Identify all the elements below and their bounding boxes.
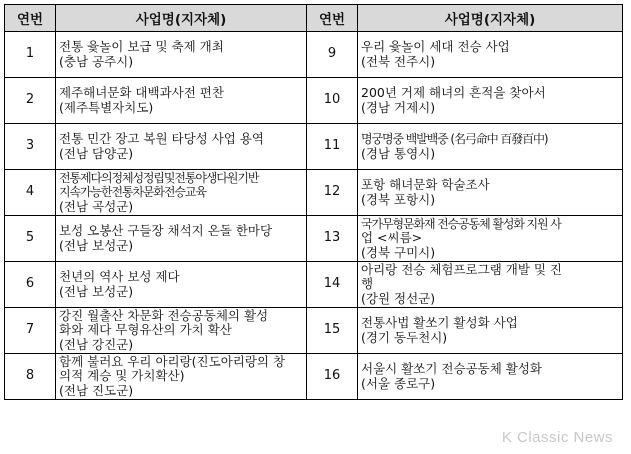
project-name: 천년의 역사 보성 제다 — [59, 270, 180, 284]
region: (경남 거제시) — [361, 100, 436, 115]
serial-number: 1 — [5, 32, 56, 78]
project-cell — [358, 78, 623, 124]
region: (전남 진도군) — [59, 383, 134, 398]
region: (경기 동두천시) — [361, 330, 448, 345]
project-name: 지속가능한전통차문화전승교육 — [59, 185, 206, 200]
project-name: 행 — [361, 277, 374, 292]
table-row — [5, 78, 623, 124]
region: (전북 전주시) — [361, 54, 436, 69]
project-name: 국가무형문화재 전승공동체 활성화 지원 사 — [361, 216, 561, 231]
project-name: 전통사법 활쏘기 활성화 사업 — [361, 316, 518, 330]
serial-number: 14 — [307, 262, 358, 308]
region: (경남 통영시) — [361, 146, 436, 161]
project-cell — [358, 308, 623, 354]
project-cell — [358, 262, 623, 308]
region: (전남 담양군) — [59, 146, 134, 161]
project-cell — [56, 308, 307, 354]
watermark-logo: K Classic News — [501, 429, 613, 446]
project-name: 서울시 활쏘기 전승공동체 활성화 — [361, 362, 542, 376]
project-name: 보성 오봉산 구들장 채석지 온돌 한마당 — [59, 224, 273, 238]
project-name: 아리랑 전승 체험프로그램 개발 및 진 — [361, 262, 562, 277]
project-name: 200년 거제 해녀의 흔적을 찾아서 — [361, 86, 546, 100]
serial-number: 6 — [5, 262, 56, 308]
project-cell — [358, 170, 623, 216]
project-name: 화와 제다 무형유산의 가치 확산 — [59, 323, 232, 338]
header-serial: 연번 — [5, 5, 56, 32]
serial-number: 3 — [5, 124, 56, 170]
serial-number: 8 — [5, 354, 56, 400]
project-name: 함께 불러요 우리 아리랑(진도아리랑의 창 — [59, 354, 286, 369]
region: (전남 강진군) — [59, 337, 134, 352]
serial-number: 2 — [5, 78, 56, 124]
region: (전남 보성군) — [59, 238, 134, 253]
table-row — [5, 124, 623, 170]
project-name: 명궁명중 백발백중 (名弓命中 百發百中) — [361, 132, 548, 146]
table-row — [5, 262, 623, 308]
project-name: 의적 계승 및 가치확산) — [59, 369, 185, 384]
project-cell — [56, 262, 307, 308]
project-name: 포항 해녀문화 학술조사 — [361, 178, 490, 192]
project-name: 강진 월출산 차문화 전승공동체의 활성 — [59, 308, 269, 323]
region: (제주특별자치도) — [59, 100, 154, 115]
serial-number: 7 — [5, 308, 56, 354]
table-row — [5, 216, 623, 262]
region: (충남 공주시) — [59, 54, 134, 69]
region: (경북 구미시) — [361, 245, 436, 260]
project-name: 제주해녀문화 대백과사전 편찬 — [59, 86, 224, 100]
project-cell — [358, 216, 623, 262]
project-name: 전통제다의정체성정립및전통야생다원기반 — [59, 170, 259, 185]
project-cell — [56, 32, 307, 78]
serial-number: 5 — [5, 216, 56, 262]
project-name: 전통 윷놀이 보급 및 축제 개최 — [59, 40, 224, 54]
serial-number: 9 — [307, 32, 358, 78]
project-cell — [358, 124, 623, 170]
project-name: 우리 윷놀이 세대 전승 사업 — [361, 40, 510, 54]
header-serial: 연번 — [307, 5, 358, 32]
serial-number: 10 — [307, 78, 358, 124]
region: (서울 종로구) — [361, 376, 436, 391]
project-name: 업 <씨름> — [361, 231, 423, 246]
table-row — [5, 308, 623, 354]
serial-number: 15 — [307, 308, 358, 354]
project-cell — [56, 216, 307, 262]
project-cell — [56, 124, 307, 170]
region: (강원 정선군) — [361, 291, 436, 306]
header-project-name: 사업명(지자체) — [56, 5, 307, 32]
table-header-row — [5, 5, 623, 32]
project-table — [4, 4, 623, 400]
serial-number: 16 — [307, 354, 358, 400]
region: (전남 곡성군) — [59, 199, 134, 214]
project-name: 전통 민간 장고 복원 타당성 사업 용역 — [59, 132, 264, 146]
serial-number: 4 — [5, 170, 56, 216]
header-project-name: 사업명(지자체) — [358, 5, 623, 32]
region: (전남 보성군) — [59, 284, 134, 299]
table-row — [5, 32, 623, 78]
project-cell — [358, 32, 623, 78]
table-row — [5, 354, 623, 400]
project-cell — [56, 78, 307, 124]
serial-number: 12 — [307, 170, 358, 216]
region: (경북 포항시) — [361, 192, 436, 207]
project-cell — [56, 354, 307, 400]
serial-number: 11 — [307, 124, 358, 170]
serial-number: 13 — [307, 216, 358, 262]
table-row — [5, 170, 623, 216]
project-cell — [358, 354, 623, 400]
project-cell — [56, 170, 307, 216]
